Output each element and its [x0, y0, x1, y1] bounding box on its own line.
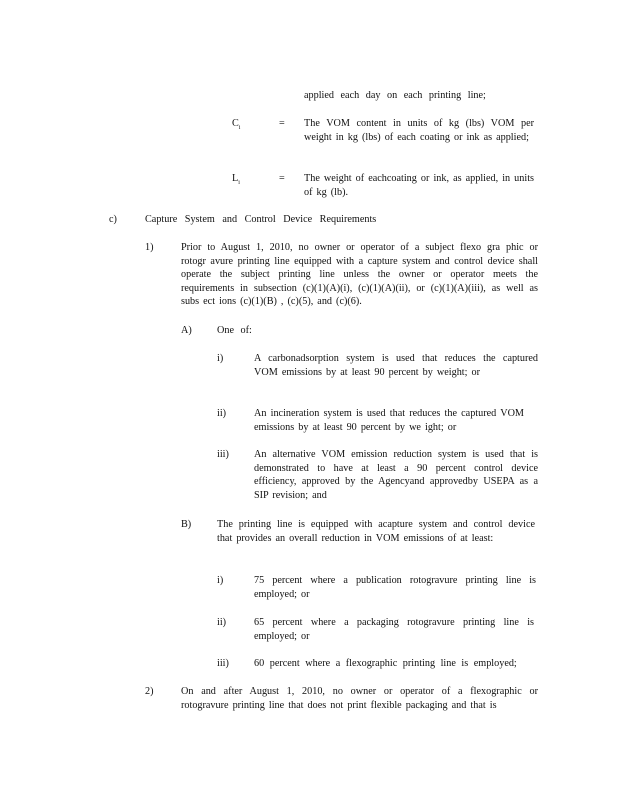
li-definition-text: The weight of eachcoating or ink, as applied, in units of kg (lb). — [304, 173, 534, 198]
a-ii-label: ii) — [217, 408, 227, 419]
a-ii-text: An incineration system is used that reduces the captured VOM emissions by at least 90 percent by we ight; or — [254, 408, 524, 433]
section-c-label: c) — [109, 214, 117, 225]
ci-symbol-letter: C — [232, 118, 239, 129]
ci-definition-text: The VOM content in units of kg (lbs) VOM per weight in kg (lbs) of each coating or ink as applied; — [304, 118, 534, 143]
b-iii-label: iii) — [217, 658, 229, 669]
section-c-heading: Capture System and Control Device Requirements — [145, 214, 377, 225]
a-iii-label: iii) — [217, 449, 229, 460]
subsection-b-label: B) — [181, 519, 192, 530]
b-ii-label: ii) — [217, 617, 227, 628]
b-iii-text: 60 percent where a flexographic printing line is employed; — [254, 658, 517, 669]
item-2-label: 2) — [145, 686, 154, 697]
a-i-label: i) — [217, 353, 224, 364]
subsection-a-text: One of: — [217, 325, 252, 336]
subsection-a-label: A) — [181, 325, 192, 336]
a-i-text: A carbonadsorption system is used that reduces the captured VOM emissions by at least 90 percent by weight; or — [254, 353, 538, 378]
b-ii-text: 65 percent where a packaging rotogravure printing line is employed; or — [254, 617, 534, 642]
subsection-b-text: The printing line is equipped with acapture system and control device that provides an overall reduction in VOM emissions of at least: — [217, 519, 535, 544]
li-symbol-subscript: i — [238, 180, 240, 187]
b-i-label: i) — [217, 575, 224, 586]
item-1-label: 1) — [145, 242, 154, 253]
li-symbol — [232, 172, 240, 191]
item-1-text: Prior to August 1, 2010, no owner or operator of a subject flexo gra phic or rotogr avure printing line equipped with a capture system and control device shall operate the subject printing line unless the owner or operator meets the requirements in subsection (c)(1)(A)(i), (c)(1)(A)(ii), or (c)(1)(A)(iii), as well as subs ect ions (c)(1)(B) , (c)(5), and (c)(6). — [181, 242, 538, 308]
item-2-text: On and after August 1, 2010, no owner or operator of a flexographic or rotogravure printing line that does not print flexible packaging and that is — [181, 686, 538, 711]
ci-symbol — [232, 117, 240, 136]
ci-equals: = — [279, 118, 285, 129]
a-iii-text: An alternative VOM emission reduction system is used that is demonstrated to have at least a 90 percent control device efficiency, approved by the Agencyand approvedby USEPA as a SIP revision; and — [254, 449, 538, 501]
li-symbol-letter: L — [232, 173, 239, 184]
ci-symbol-subscript: i — [238, 125, 241, 132]
b-i-text: 75 percent where a publication rotogravure printing line is employed; or — [254, 575, 536, 600]
li-equals: = — [279, 173, 285, 184]
definition-continuation: applied each day on each printing line; — [304, 90, 486, 101]
